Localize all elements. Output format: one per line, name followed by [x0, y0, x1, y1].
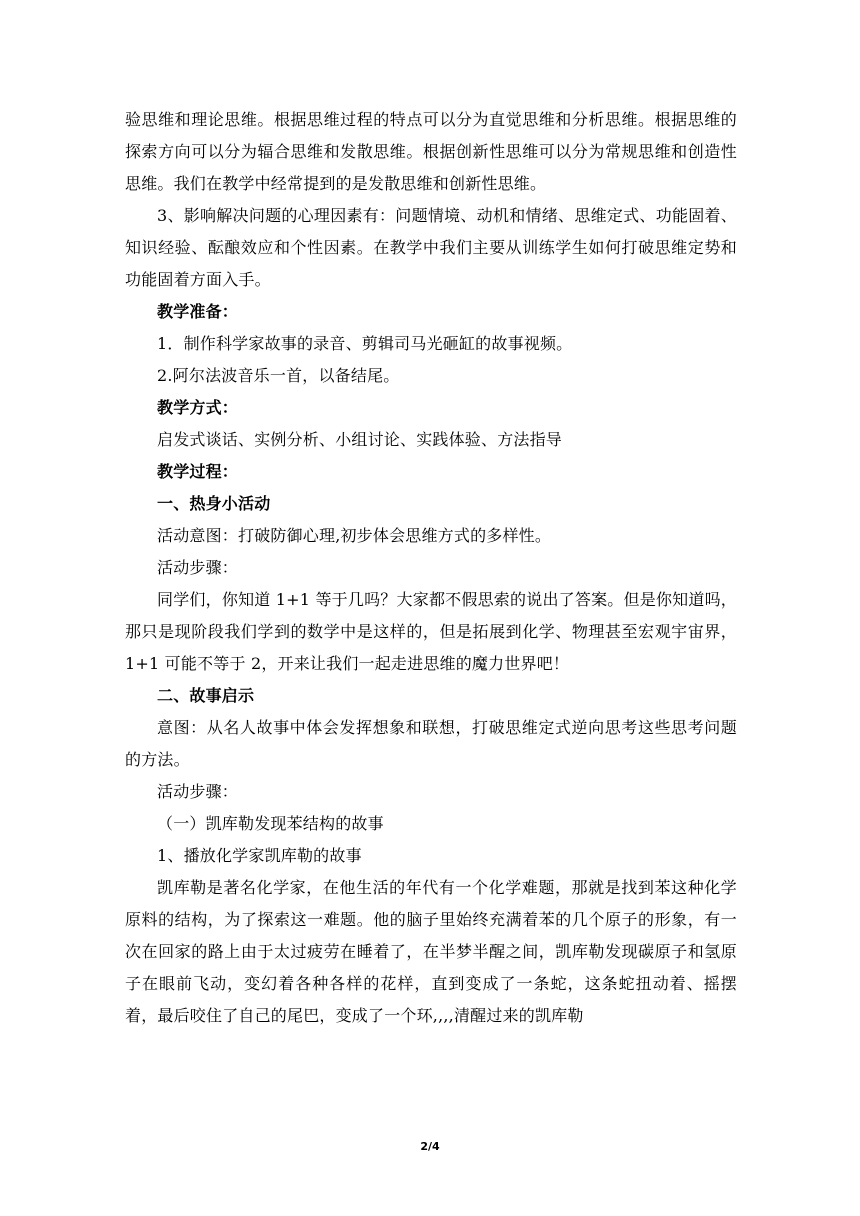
heading-teaching-method: 教学方式： — [157, 398, 239, 417]
paragraph-activity-intent: 活动意图：打破防御心理,初步体会思维方式的多样性。 — [157, 526, 552, 545]
document-body — [125, 104, 737, 1032]
paragraph-activity-steps-label: 活动步骤： — [157, 558, 239, 577]
list-item-preparation-2: 2.阿尔法波音乐一首，以备结尾。 — [157, 366, 400, 385]
heading-story-inspiration: 二、故事启示 — [157, 686, 255, 705]
heading-teaching-preparation: 教学准备： — [157, 302, 239, 321]
paragraph-psychological-factors: 3、影响解决问题的心理因素有：问题情境、动机和情绪、思维定式、功能固着、知识经验、酝酿效应和个性因素。在教学中我们主要从训练学生如何打破思维定势和功能固着方面入手。 — [125, 206, 737, 289]
paragraph-activity-steps-label-2: 活动步骤： — [157, 782, 239, 801]
paragraph-warmup-content: 同学们，你知道 1+1 等于几吗？大家都不假思索的说出了答案。但是你知道吗，那只是现阶段我们学到的数学中是这样的，但是拓展到化学、物理甚至宏观宇宙界，1+1 可能不等于 2，开来让我们一起走进思维的魔力世界吧！ — [125, 590, 737, 673]
subheading-kekule-story: （一）凯库勒发现苯结构的故事 — [157, 814, 384, 833]
list-item-preparation-1: 1．制作科学家故事的录音、剪辑司马光砸缸的故事视频。 — [157, 334, 573, 353]
paragraph-story-intent: 意图：从名人故事中体会发挥想象和联想，打破思维定式逆向思考这些思考问题的方法。 — [125, 718, 737, 769]
heading-teaching-process: 教学过程： — [157, 462, 239, 481]
paragraph-kekule-story: 凯库勒是著名化学家，在他生活的年代有一个化学难题，那就是找到苯这种化学原料的结构，为了探索这一难题。他的脑子里始终充满着苯的几个原子的形象，有一次在回家的路上由于太过疲劳在睡着了，在半梦半醒之间，凯库勒发现碳原子和氢原子在眼前飞动，变幻着各种各样的花样，直到变成了一条蛇，这条蛇扭动着、摇摆着，最后咬住了自己的尾巴，变成了一个环,,,,清醒过来的凯库勒 — [125, 878, 737, 1025]
paragraph-thinking-types: 验思维和理论思维。根据思维过程的特点可以分为直觉思维和分析思维。根据思维的探索方向可以分为辐合思维和发散思维。根据创新性思维可以分为常规思维和创造性思维。我们在教学中经常提到的是发散思维和创新性思维。 — [125, 110, 737, 193]
heading-warmup-activity: 一、热身小活动 — [157, 494, 271, 513]
page-number: 2/4 — [420, 1140, 440, 1153]
list-item-play-story: 1、播放化学家凯库勒的故事 — [157, 846, 362, 865]
paragraph-teaching-methods: 启发式谈话、实例分析、小组讨论、实践体验、方法指导 — [157, 430, 563, 449]
